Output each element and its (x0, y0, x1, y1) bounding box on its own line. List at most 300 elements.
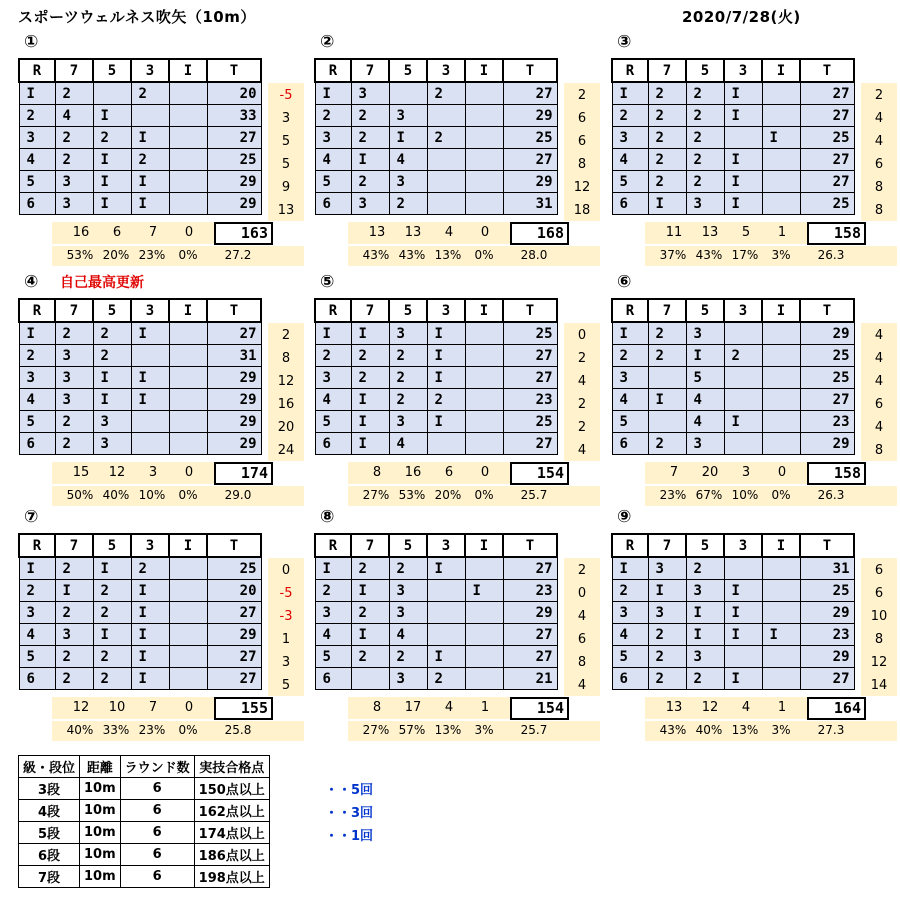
score-row (19, 433, 261, 455)
round-total-cell: 29 (800, 602, 854, 624)
score-cell: 6 (612, 668, 648, 690)
score-cell: I (315, 82, 351, 105)
round-total-cell: 27 (207, 322, 261, 345)
score-cell (465, 602, 503, 624)
percentages-row (645, 721, 897, 741)
score-cell: 3 (389, 411, 427, 433)
score-row (19, 411, 261, 433)
cumulative-diff: 2 (577, 88, 587, 103)
hit-percentage: 57% (398, 723, 426, 737)
hit-percentage: 27% (362, 723, 390, 737)
score-cell: I (724, 624, 762, 646)
round-total-cell: 27 (207, 646, 261, 668)
round-total-cell: 25 (800, 345, 854, 367)
score-cell (465, 433, 503, 455)
hit-percentage: 3% (771, 723, 791, 737)
score-table (18, 533, 262, 690)
score-cell: 5 (612, 646, 648, 668)
score-cell (169, 389, 207, 411)
page-date: 2020/7/28(火) (682, 8, 801, 26)
score-cell: 2 (648, 668, 686, 690)
score-cell (351, 668, 389, 690)
score-cell: 2 (55, 322, 93, 345)
score-row (19, 322, 261, 345)
score-cell (465, 411, 503, 433)
hit-percentage: 0% (178, 723, 198, 737)
cumulative-diff: 3 (281, 655, 291, 670)
cumulative-diff: 4 (577, 443, 587, 458)
grade-cell: 10m (80, 844, 121, 866)
score-cell: 2 (648, 624, 686, 646)
score-cell (169, 367, 207, 389)
hit-percentage: 40% (66, 723, 94, 737)
cumulative-diff: 14 (870, 678, 888, 693)
score-row (612, 82, 854, 105)
score-cell: 3 (389, 105, 427, 127)
round-total-cell: 23 (800, 624, 854, 646)
score-cell: I (648, 193, 686, 215)
score-cell: I (389, 127, 427, 149)
score-cell: 2 (351, 171, 389, 193)
cumulative-diff: 10 (870, 609, 888, 624)
score-cell: 2 (55, 149, 93, 171)
score-row (612, 411, 854, 433)
score-cell (427, 149, 465, 171)
score-cell: I (131, 367, 169, 389)
cumulative-column (564, 323, 600, 461)
score-row (612, 105, 854, 127)
round-total-cell: 29 (207, 624, 261, 646)
percentages-row (52, 486, 304, 506)
grade-cell: 162点以上 (194, 800, 269, 822)
score-header-row (19, 299, 261, 322)
hit-percentage: 13% (731, 723, 759, 737)
score-header-cell: 3 (724, 534, 762, 557)
grade-cell: 6 (120, 800, 194, 822)
cumulative-diff: 8 (874, 180, 884, 195)
score-cell: I (648, 580, 686, 602)
score-header-cell: 3 (427, 299, 465, 322)
score-cell: 3 (55, 345, 93, 367)
round-total-cell: 27 (800, 105, 854, 127)
percentages-row (645, 486, 897, 506)
score-header-cell: 5 (93, 59, 131, 82)
score-cell (465, 646, 503, 668)
score-row (19, 624, 261, 646)
column-total: 17 (404, 700, 422, 715)
score-table (18, 298, 262, 455)
score-cell (762, 82, 800, 105)
cumulative-diff: 4 (874, 134, 884, 149)
cumulative-diff: 5 (281, 678, 291, 693)
grade-row (19, 800, 270, 822)
grade-table-header (19, 756, 270, 778)
score-cell (169, 602, 207, 624)
grade-header-cell: 級・段位 (19, 756, 80, 778)
score-header-cell: R (19, 59, 55, 82)
score-cell (427, 624, 465, 646)
grade-cell: 186点以上 (194, 844, 269, 866)
score-header-cell: T (800, 299, 854, 322)
score-row (315, 171, 557, 193)
score-cell: I (724, 105, 762, 127)
score-cell: 3 (315, 127, 351, 149)
score-cell: I (93, 149, 131, 171)
grade-cell: 150点以上 (194, 778, 269, 800)
cumulative-diff: 4 (577, 678, 587, 693)
average-score: 26.3 (817, 248, 845, 262)
score-cell: 4 (612, 624, 648, 646)
score-header-cell: 7 (55, 59, 93, 82)
game-number: ③ (617, 32, 632, 52)
hit-percentage: 0% (178, 248, 198, 262)
score-cell (465, 127, 503, 149)
score-header-cell: I (762, 534, 800, 557)
score-cell: 3 (686, 433, 724, 455)
round-total-cell: 27 (503, 557, 557, 580)
score-cell: I (55, 580, 93, 602)
game-block (611, 272, 900, 512)
score-cell (762, 646, 800, 668)
score-cell: 3 (612, 127, 648, 149)
grade-cell: 198点以上 (194, 866, 269, 888)
hit-percentage: 40% (102, 488, 130, 502)
score-header-cell: R (315, 299, 351, 322)
score-header-cell: 5 (389, 59, 427, 82)
score-cell (169, 105, 207, 127)
score-cell (648, 411, 686, 433)
grade-table (18, 755, 270, 888)
round-total-cell: 27 (207, 127, 261, 149)
round-total-cell: 29 (800, 322, 854, 345)
score-row (315, 127, 557, 149)
score-cell (762, 345, 800, 367)
game-block (18, 32, 308, 272)
score-cell: 2 (648, 127, 686, 149)
round-total-cell: 20 (207, 580, 261, 602)
game-number: ⑥ (617, 272, 632, 292)
column-total: 0 (184, 700, 194, 715)
column-total: 0 (184, 225, 194, 240)
score-cell (465, 193, 503, 215)
score-header-row (315, 59, 557, 82)
column-totals (645, 462, 861, 484)
score-table (314, 58, 558, 215)
grade-cell: 6 (120, 866, 194, 888)
cumulative-diff: 4 (874, 374, 884, 389)
score-cell (427, 171, 465, 193)
score-cell: 5 (19, 411, 55, 433)
grade-cell: 7段 (19, 866, 80, 888)
round-total-cell: 29 (207, 171, 261, 193)
grade-cell: 6 (120, 822, 194, 844)
score-row (19, 149, 261, 171)
score-cell: 3 (19, 127, 55, 149)
grade-cell: 10m (80, 866, 121, 888)
score-cell: 2 (351, 602, 389, 624)
score-cell: 3 (612, 367, 648, 389)
average-score: 25.7 (520, 488, 548, 502)
grade-row (19, 822, 270, 844)
score-cell: 2 (131, 149, 169, 171)
percentages-row (348, 486, 600, 506)
score-row (19, 171, 261, 193)
score-cell: 2 (648, 345, 686, 367)
column-totals (348, 462, 564, 484)
score-row (315, 345, 557, 367)
score-row (315, 367, 557, 389)
hit-percentage: 0% (771, 488, 791, 502)
grade-header-cell: ラウンド数 (120, 756, 194, 778)
score-cell: 4 (612, 149, 648, 171)
score-cell: 3 (389, 171, 427, 193)
percentages-row (348, 721, 600, 741)
score-header-row (19, 534, 261, 557)
game-number: ⑧ (320, 507, 335, 527)
score-cell: I (131, 602, 169, 624)
score-cell: 2 (648, 322, 686, 345)
round-total-cell: 27 (503, 345, 557, 367)
score-cell: 2 (724, 345, 762, 367)
grand-total: 158 (807, 222, 866, 245)
column-total: 7 (148, 700, 158, 715)
score-header-cell: I (169, 59, 207, 82)
round-total-cell: 27 (503, 82, 557, 105)
score-header-cell: 5 (686, 59, 724, 82)
score-cell (762, 602, 800, 624)
cumulative-column (268, 558, 304, 696)
score-cell (169, 149, 207, 171)
column-total: 8 (372, 700, 382, 715)
game-note: 自己最高更新 (60, 275, 144, 291)
hit-percentage: 33% (102, 723, 130, 737)
score-cell: 3 (686, 646, 724, 668)
score-cell: 2 (19, 345, 55, 367)
grand-total: 158 (807, 462, 866, 485)
cumulative-diff: -5 (279, 88, 293, 103)
score-cell: 4 (315, 624, 351, 646)
hit-percentage: 50% (66, 488, 94, 502)
round-total-cell: 27 (800, 82, 854, 105)
grade-cell: 6 (120, 844, 194, 866)
round-total-cell: 29 (503, 602, 557, 624)
round-total-cell: 29 (503, 171, 557, 193)
hit-percentage: 53% (66, 248, 94, 262)
score-cell: I (93, 193, 131, 215)
score-cell (724, 389, 762, 411)
score-cell: I (724, 171, 762, 193)
grade-cell: 4段 (19, 800, 80, 822)
score-header-cell: 5 (389, 534, 427, 557)
round-total-cell: 27 (207, 602, 261, 624)
score-cell: 2 (389, 345, 427, 367)
score-cell: 2 (686, 105, 724, 127)
hit-percentage: 43% (659, 723, 687, 737)
game-number: ① (24, 32, 39, 52)
score-cell: I (762, 624, 800, 646)
score-row (19, 557, 261, 580)
round-total-cell: 29 (207, 411, 261, 433)
score-header-cell: 7 (648, 299, 686, 322)
score-cell: 3 (686, 322, 724, 345)
score-cell: 2 (351, 345, 389, 367)
score-cell: 5 (315, 646, 351, 668)
cumulative-diff: 6 (874, 397, 884, 412)
round-total-cell: 25 (503, 322, 557, 345)
round-total-cell: 27 (503, 149, 557, 171)
average-score: 25.7 (520, 723, 548, 737)
score-cell (169, 127, 207, 149)
column-total: 16 (72, 225, 90, 240)
round-total-cell: 25 (503, 127, 557, 149)
score-cell (724, 557, 762, 580)
score-cell (724, 322, 762, 345)
score-row (19, 646, 261, 668)
score-cell (465, 367, 503, 389)
round-total-cell: 31 (207, 345, 261, 367)
score-header-cell: T (503, 534, 557, 557)
column-total: 7 (669, 465, 679, 480)
score-row (315, 433, 557, 455)
score-cell: I (131, 624, 169, 646)
score-cell: 5 (612, 411, 648, 433)
average-score: 27.2 (224, 248, 252, 262)
score-cell: 2 (351, 127, 389, 149)
score-row (315, 580, 557, 602)
score-cell: 2 (55, 646, 93, 668)
score-cell: I (351, 624, 389, 646)
score-cell: I (93, 171, 131, 193)
score-cell (762, 193, 800, 215)
score-row (315, 389, 557, 411)
score-cell: 2 (648, 105, 686, 127)
score-cell: 2 (55, 557, 93, 580)
cumulative-diff: 6 (874, 586, 884, 601)
score-cell (427, 580, 465, 602)
column-total: 6 (112, 225, 122, 240)
score-cell (762, 580, 800, 602)
column-total: 4 (741, 700, 751, 715)
round-total-cell: 23 (800, 411, 854, 433)
score-cell (465, 345, 503, 367)
score-cell (762, 411, 800, 433)
cumulative-diff: 4 (874, 420, 884, 435)
hit-percentage: 0% (474, 248, 494, 262)
grade-note: ・・3回 (325, 806, 374, 821)
round-total-cell: 25 (207, 557, 261, 580)
score-header-cell: T (207, 534, 261, 557)
score-cell (465, 322, 503, 345)
cumulative-diff: 12 (870, 655, 888, 670)
score-cell: I (724, 193, 762, 215)
cumulative-diff: 12 (277, 374, 295, 389)
score-cell (762, 105, 800, 127)
column-total: 13 (665, 700, 683, 715)
cumulative-diff: 6 (874, 157, 884, 172)
score-cell: I (724, 82, 762, 105)
score-cell: 3 (315, 602, 351, 624)
score-cell: I (427, 557, 465, 580)
score-cell (427, 433, 465, 455)
average-score: 27.3 (817, 723, 845, 737)
round-total-cell: 25 (207, 149, 261, 171)
score-cell (169, 646, 207, 668)
score-row (612, 646, 854, 668)
score-row (19, 367, 261, 389)
column-total: 13 (701, 225, 719, 240)
score-cell: I (131, 646, 169, 668)
score-header-cell: R (612, 59, 648, 82)
score-cell (169, 580, 207, 602)
score-header-cell: 3 (427, 534, 465, 557)
round-total-cell: 29 (800, 646, 854, 668)
percentages-row (348, 246, 600, 266)
score-cell: I (686, 345, 724, 367)
score-cell: 2 (351, 557, 389, 580)
grade-cell: 6 (120, 778, 194, 800)
column-totals (348, 222, 564, 244)
score-row (612, 345, 854, 367)
score-cell (427, 193, 465, 215)
score-header-cell: R (19, 534, 55, 557)
score-cell: 2 (648, 149, 686, 171)
column-total: 4 (444, 225, 454, 240)
score-row (612, 171, 854, 193)
cumulative-diff: 6 (874, 563, 884, 578)
cumulative-diff: 4 (874, 351, 884, 366)
score-cell: 2 (648, 171, 686, 193)
score-header-cell: 7 (648, 59, 686, 82)
column-totals (645, 697, 861, 719)
grade-header-cell: 距離 (80, 756, 121, 778)
hit-percentage: 43% (695, 248, 723, 262)
score-cell (169, 82, 207, 105)
column-total: 3 (741, 465, 751, 480)
cumulative-diff: 16 (277, 397, 295, 412)
score-cell: 3 (55, 367, 93, 389)
percentages-row (52, 246, 304, 266)
score-cell (169, 557, 207, 580)
score-cell (169, 193, 207, 215)
score-cell: I (724, 149, 762, 171)
round-total-cell: 25 (800, 580, 854, 602)
score-cell: 5 (686, 367, 724, 389)
score-cell: 6 (19, 668, 55, 690)
score-row (19, 127, 261, 149)
score-cell (465, 105, 503, 127)
grade-cell: 10m (80, 800, 121, 822)
score-cell: 6 (315, 668, 351, 690)
score-cell (93, 82, 131, 105)
game-block (314, 32, 604, 272)
game-block (611, 32, 900, 272)
score-table (314, 533, 558, 690)
score-cell: 2 (648, 82, 686, 105)
hit-percentage: 23% (659, 488, 687, 502)
column-total: 7 (148, 225, 158, 240)
score-cell: 2 (131, 82, 169, 105)
round-total-cell: 25 (800, 127, 854, 149)
score-cell: 2 (93, 646, 131, 668)
score-header-row (612, 534, 854, 557)
average-score: 28.0 (520, 248, 548, 262)
score-cell: 5 (19, 646, 55, 668)
hit-percentage: 3% (771, 248, 791, 262)
score-cell: I (131, 171, 169, 193)
cumulative-diff: 0 (281, 563, 291, 578)
score-row (315, 602, 557, 624)
column-total: 11 (665, 225, 683, 240)
